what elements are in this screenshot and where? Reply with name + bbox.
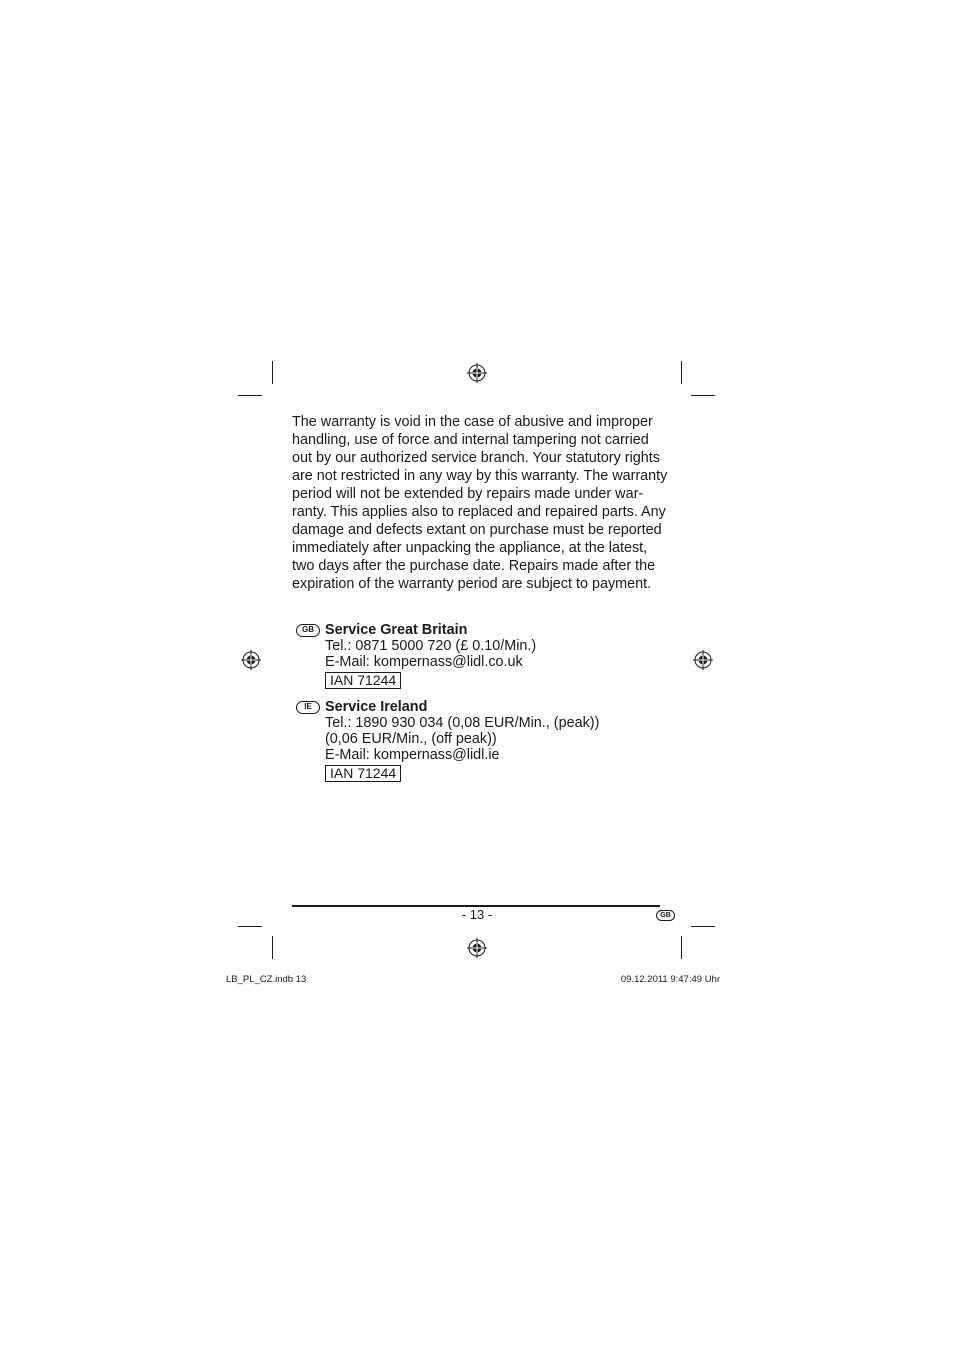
warranty-paragraph (292, 413, 668, 593)
print-slug-file: LB_PL_CZ.indb 13 (226, 974, 307, 985)
paragraph-line: period will not be extended by repairs made under war- (292, 486, 644, 502)
registration-mark-icon (467, 363, 487, 383)
page-number: - 13 - (461, 907, 493, 922)
ian-box: IAN 71244 (325, 672, 401, 689)
country-badge-gb: GB (296, 624, 320, 637)
ian-box: IAN 71244 (325, 765, 401, 782)
paragraph-line: damage and defects extant on purchase must be reported (292, 522, 662, 538)
crop-mark (681, 361, 682, 384)
registration-mark-icon (241, 650, 261, 670)
phone-number-offpeak: (0,06 EUR/Min., (off peak)) (325, 731, 497, 747)
paragraph-line: ranty. This applies also to replaced and repaired parts. Any (292, 504, 666, 520)
service-heading (296, 622, 536, 638)
crop-mark (238, 395, 262, 396)
paragraph-line: are not restricted in any way by this warranty. The warranty (292, 468, 668, 484)
country-badge-ie: IE (296, 701, 320, 714)
service-title: Service Great Britain (325, 622, 468, 638)
service-heading (296, 699, 599, 715)
crop-mark (681, 936, 682, 959)
crop-mark (238, 926, 262, 927)
phone-number: Tel.: 1890 930 034 (0,08 EUR/Min., (peak)) (325, 715, 600, 731)
email-address: E-Mail: kompernass@lidl.ie (325, 747, 500, 763)
paragraph-line: immediately after unpacking the appliance, at the latest, (292, 540, 648, 556)
paragraph-line: handling, use of force and internal tampering not carried (292, 432, 649, 448)
service-title: Service Ireland (325, 699, 428, 715)
paragraph-line: expiration of the warranty period are subject to payment. (292, 576, 652, 592)
crop-mark (691, 926, 715, 927)
paragraph-line: out by our authorized service branch. Your statutory rights (292, 450, 660, 466)
service-great-britain (296, 622, 536, 689)
paragraph-line: The warranty is void in the case of abusive and improper (292, 414, 653, 430)
crop-mark (272, 936, 273, 959)
paragraph-line: two days after the purchase date. Repairs made after the (292, 558, 656, 574)
email-address: E-Mail: kompernass@lidl.co.uk (325, 654, 523, 670)
language-badge: GB (656, 910, 675, 921)
registration-mark-icon (467, 938, 487, 958)
phone-number: Tel.: 0871 5000 720 (£ 0.10/Min.) (325, 638, 537, 654)
registration-mark-icon (693, 650, 713, 670)
crop-mark (272, 361, 273, 384)
print-slug-timestamp: 09.12.2011 9:47:49 Uhr (620, 974, 720, 985)
service-ireland (296, 699, 599, 782)
crop-mark (691, 395, 715, 396)
